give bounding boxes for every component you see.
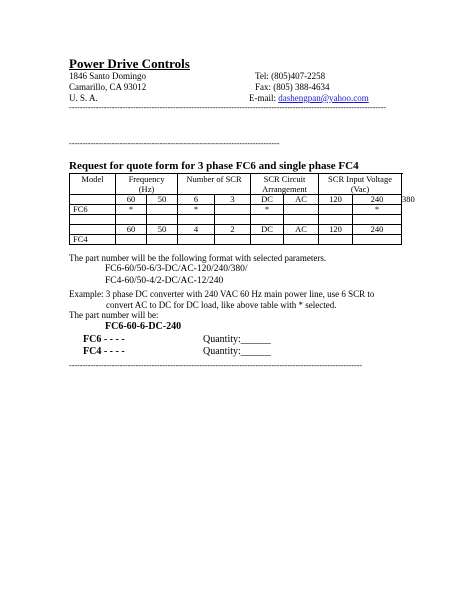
model-fc4: FC4 <box>70 235 116 245</box>
divider-line: -------------------------------------------------------------------------------------------------------------- <box>69 361 363 370</box>
part-number-example: FC6-60-6-DC-240 <box>105 321 182 332</box>
fc6-order-row <box>83 334 271 345</box>
fc4-order-row <box>83 346 271 357</box>
header-scr-count: Number of SCR <box>178 174 251 195</box>
address-city: Camarillo, CA 93012 <box>69 82 147 92</box>
divider-line: ----------------------------------------------------------------------------------------------------------------------- <box>69 103 387 112</box>
header-model: Model <box>70 174 116 195</box>
part-number-intro: The part number will be: <box>69 310 159 320</box>
fc4-quantity-field[interactable]: Quantity:______ <box>203 346 271 357</box>
mailing-address <box>69 71 146 104</box>
format-fc6: FC6-60/50-6/3-DC/AC-120/240/380/ <box>105 264 248 274</box>
format-fc4: FC4-60/50-4/2-DC/AC-12/240 <box>105 275 224 286</box>
form-title: Request for quote form for 3 phase FC6 and single phase FC4 <box>69 160 359 172</box>
table-row-fc4 <box>70 235 402 245</box>
email-link[interactable]: dashengpan@yahoo.com <box>278 93 369 103</box>
fc6-quantity-field[interactable]: Quantity:______ <box>203 334 271 345</box>
contact-info <box>249 71 369 104</box>
header-voltage: SCR Input Voltage (Vac) <box>319 174 402 195</box>
example-text <box>69 289 409 311</box>
example-line-2: convert AC to DC for DC load, like above table with * selected. <box>106 300 337 310</box>
divider-line: ------------------------------------------------------------------------------- <box>69 139 280 148</box>
address-country: U. S. A. <box>69 93 98 103</box>
table-header-row <box>70 174 402 195</box>
model-fc6: FC6 <box>70 205 116 215</box>
table-row-fc6: FC6 * * * * <box>70 205 402 215</box>
email-label: E-mail: <box>249 93 276 103</box>
header-circuit: SCR Circuit Arrangement <box>251 174 319 195</box>
table-row: 60 50 4 2 DC AC 120 240 <box>70 225 402 235</box>
header-frequency: Frequency (Hz) <box>116 174 178 195</box>
fax: Fax: (805) 388-4634 <box>255 82 330 92</box>
fc6-code: FC6 - - - - <box>83 334 125 345</box>
company-name: Power Drive Controls <box>69 56 190 71</box>
table-row-blank <box>70 215 402 225</box>
format-intro: The part number will be the following format with selected parameters. <box>69 253 327 263</box>
table-row: 60 50 6 3 DC AC 120 240 380 <box>70 195 402 205</box>
address-street: 1846 Santo Domingo <box>69 71 147 81</box>
format-block <box>105 264 248 287</box>
example-line-1: Example: 3 phase DC converter with 240 VAC 60 Hz main power line, use 6 SCR to <box>69 289 375 299</box>
quote-table <box>69 173 415 245</box>
fc4-code: FC4 - - - - <box>83 346 125 357</box>
telephone: Tel: (805)407-2258 <box>255 71 326 81</box>
